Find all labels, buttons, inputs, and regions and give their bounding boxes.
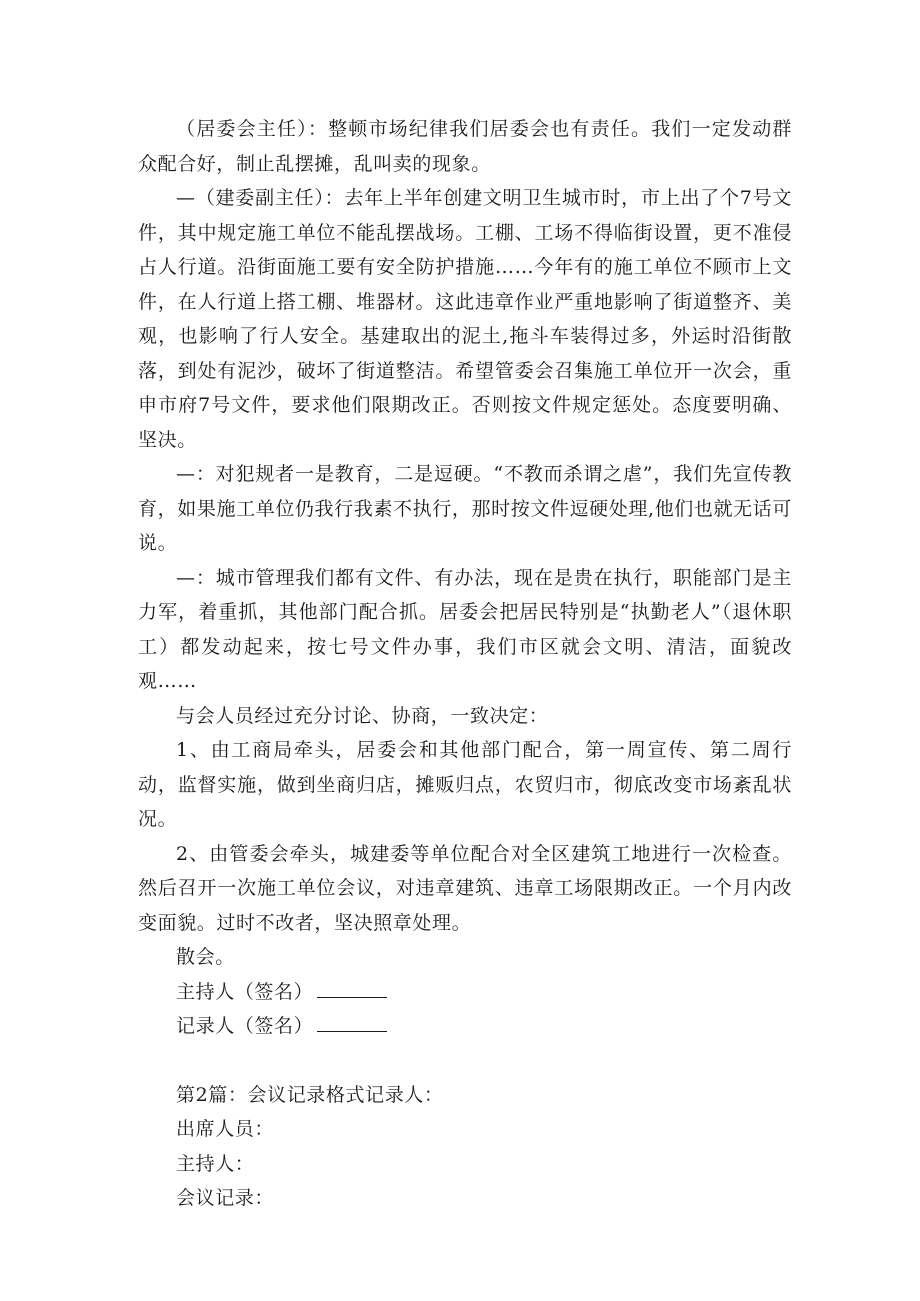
section-gap (138, 1044, 792, 1078)
recorder-signature-label: 记录人（签名） (176, 1015, 314, 1037)
paragraph-construction-committee: —（建委副主任）：去年上半年创建文明卫生城市时，市上出了个7号文件，其中规定施工单位不能乱摆战场。工棚、工场不得临街设置，更不准侵占人行道。沿街面施工要有安全防护措施……今年有的施工单位不顾市上文件，在人行道上搭工棚、堆器材。这此违章作业严重地影响了街道整齐、美观，也影响了行人安全。基建取出的泥土,拖斗车装得过多，外运时沿街散落，到处有泥沙，破坏了街道整洁。希望管委会召集施工单位开一次会，重申市府7号文件，要求他们限期改正。否则按文件规定惩处。态度要明确、坚决。 (138, 187, 792, 451)
recorder-signature-blank (317, 1011, 387, 1032)
paragraph-residents-committee: （居委会主任）：整顿市场纪律我们居委会也有责任。我们一定发动群众配合好，制止乱摆摊，乱叫卖的现象。 (138, 118, 792, 175)
recorder-signature (138, 1009, 792, 1044)
paragraph-city-management: —：城市管理我们都有文件、有办法，现在是贵在执行，职能部门是主力军，着重抓，其他部门配合抓。居委会把居民特别是“执勤老人”（退休职工）都发动起来，按七号文件办事，我们市区就会文明、清洁，面貌改观…… (138, 566, 792, 692)
paragraph-decision-2: 2、由管委会牵头，城建委等单位配合对全区建筑工地进行一次检查。然后召开一次施工单位会议，对违章建筑、违章工场限期改正。一个月内改变面貌。过时不改者，坚决照章处理。 (138, 842, 792, 934)
section2-minutes: 会议记录： (176, 1187, 275, 1209)
host-signature-blank (317, 977, 387, 998)
host-signature-label: 主持人（签名） (176, 980, 314, 1003)
section2-host: 主持人： (176, 1152, 255, 1175)
paragraph-adjourn: 散会。 (176, 946, 235, 968)
section2-attendees: 出席人员： (176, 1118, 275, 1140)
section2-title: 第2篇：会议记录格式记录人： (176, 1083, 444, 1106)
paragraph-education-enforcement: —：对犯规者一是教育，二是逗硬。“不教而杀谓之虐”，我们先宣传教育，如果施工单位仍我行我素不执行，那时按文件逗硬处理,他们也就无话可说。 (138, 463, 792, 554)
document-body (138, 112, 792, 1216)
paragraph-decision-1: 1、由工商局牵头，居委会和其他部门配合，第一周宣传、第二周行动，监督实施，做到坐商归店，摊贩归点，农贸归市，彻底改变市场紊乱状况。 (138, 739, 792, 830)
host-signature (138, 975, 792, 1010)
paragraph-decision-intro: 与会人员经过充分讨论、协商，一致决定： (176, 704, 549, 727)
